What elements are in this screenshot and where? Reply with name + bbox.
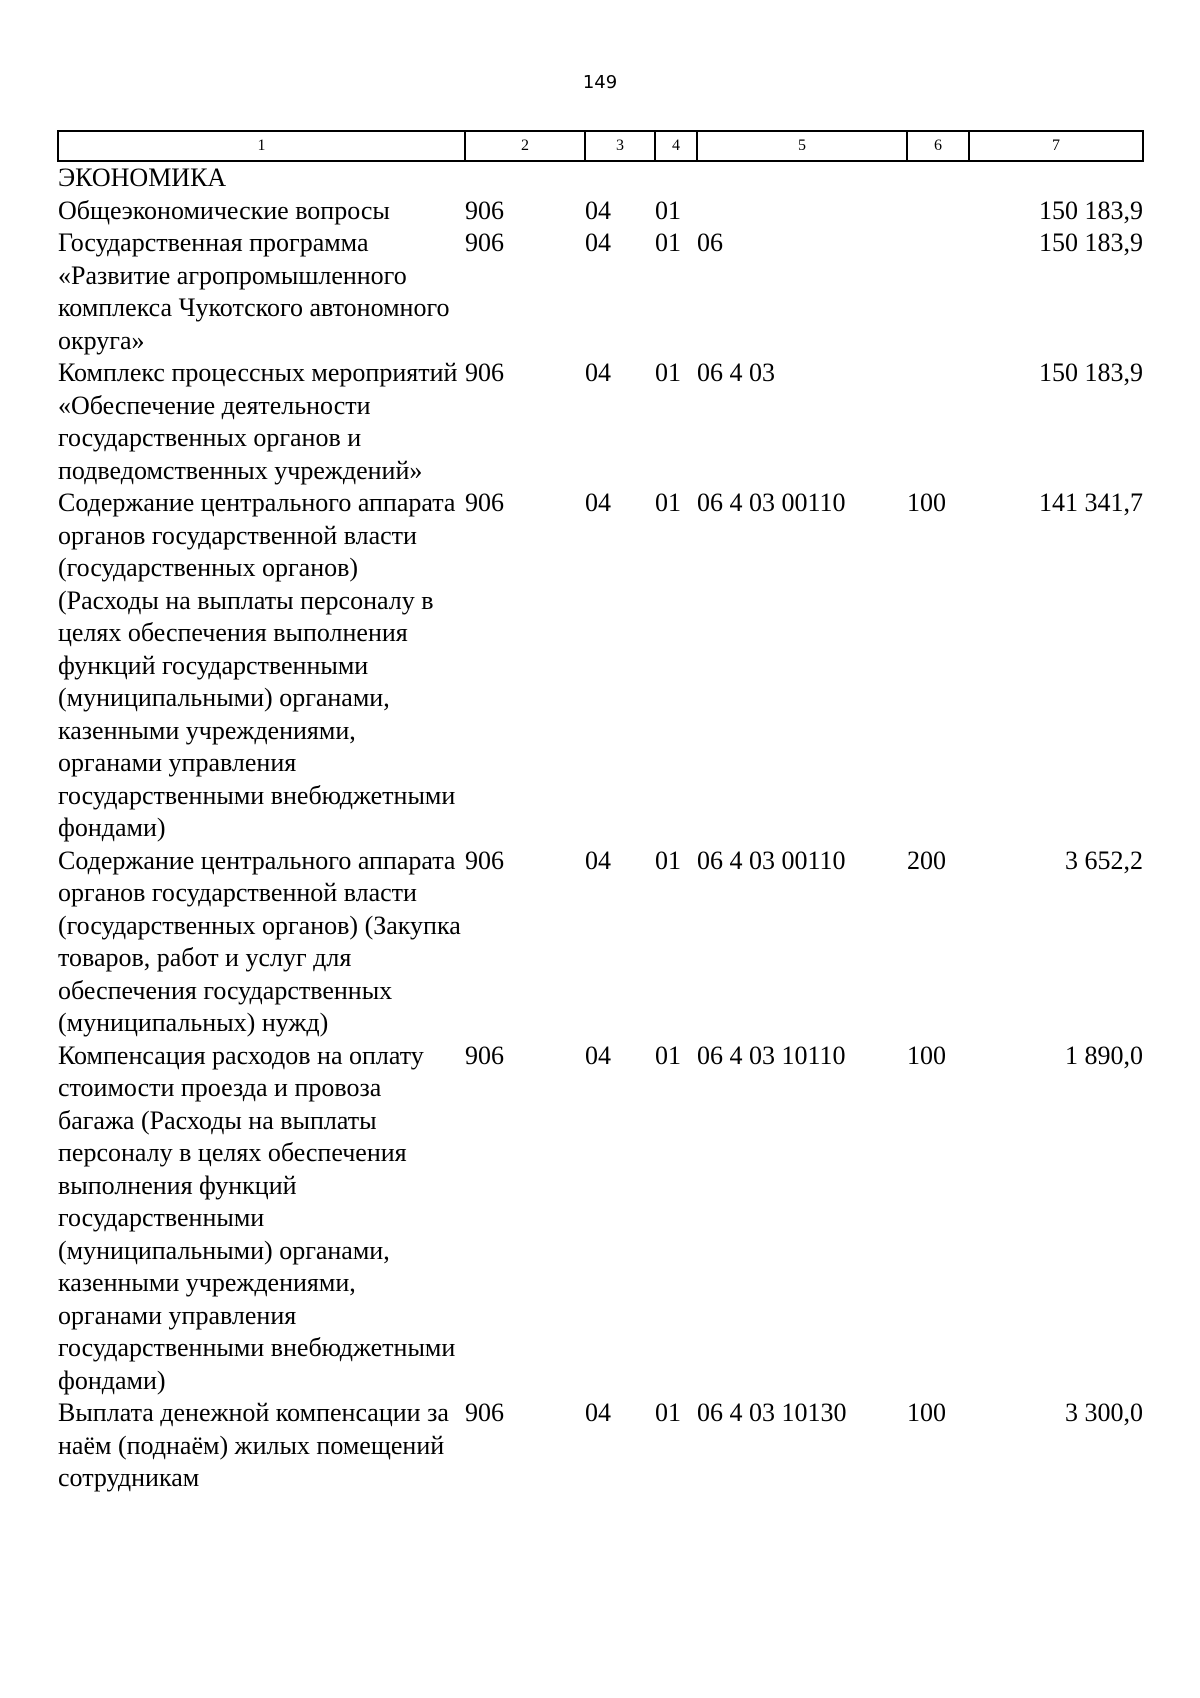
expense-type-code: 100 [907, 1398, 946, 1427]
subsection-code: 01 [655, 1398, 681, 1427]
table-row [58, 1397, 1143, 1495]
target-code: 06 4 03 10130 [697, 1398, 847, 1427]
ministry-code: 906 [465, 488, 504, 517]
section-code: 04 [585, 1398, 611, 1427]
subsection-code: 01 [655, 228, 681, 257]
amount: 3 652,2 [1065, 845, 1143, 875]
column-header: 4 [655, 131, 697, 161]
section-code: 04 [585, 195, 611, 225]
target-code [697, 195, 907, 228]
row-name: Комплекс процессных мероприятий «Обеспечение деятельности государственных органов и подведомственных учреждений» [58, 358, 458, 485]
row-name: Выплата денежной компенсации за наём (поднаём) жилых помещений сотрудникам [58, 1398, 449, 1492]
subsection-code: 01 [655, 1040, 681, 1070]
ministry-code: 906 [465, 1398, 504, 1427]
column-header: 6 [907, 131, 969, 161]
subsection-code: 01 [655, 358, 681, 387]
column-header-row [58, 131, 1143, 161]
amount: 150 183,9 [1039, 358, 1143, 387]
ministry-code: 906 [465, 845, 504, 875]
row-name: Содержание центрального аппарата органов государственной власти (государственных органов) (Закупка товаров, работ и услуг для обеспечения государственных (муниципальных) нужд) [58, 845, 461, 1037]
row-name: Компенсация расходов на оплату стоимости проезда и провоза багажа (Расходы на выплаты персоналу в целях обеспечения выполнения функций государственными (муниципальными) органами, казенными учреждениями, органами управления государственными внебюджетными фондами) [58, 1040, 456, 1395]
target-code: 06 4 03 10110 [697, 1040, 846, 1070]
amount: 1 890,0 [1065, 1040, 1143, 1070]
expense-type-code: 200 [907, 845, 946, 875]
subsection-code: 01 [655, 488, 681, 517]
ministry-code: 906 [465, 228, 504, 257]
expense-type-code [907, 227, 969, 357]
expense-type-code: 100 [907, 488, 946, 517]
section-code: 04 [585, 1040, 611, 1070]
column-header: 2 [465, 131, 585, 161]
amount: 3 300,0 [1065, 1398, 1143, 1427]
amount: 141 341,7 [1039, 488, 1143, 517]
target-code: 06 4 03 00110 [697, 845, 846, 875]
ministry-code: 906 [465, 195, 504, 225]
table-row [58, 1040, 1143, 1398]
target-code: 06 4 03 00110 [697, 488, 846, 517]
section-code: 04 [585, 228, 611, 257]
section-code: 04 [585, 845, 611, 875]
amount: 150 183,9 [1039, 228, 1143, 257]
expense-type-code: 100 [907, 1040, 946, 1070]
expense-type-code [907, 357, 969, 487]
row-name: Государственная программа «Развитие агропромышленного комплекса Чукотского автономного округа» [58, 228, 450, 355]
row-name: Общеэкономические вопросы [58, 195, 390, 225]
subsection-code: 01 [655, 195, 681, 225]
subsection-code: 01 [655, 845, 681, 875]
target-code: 06 [697, 228, 723, 257]
row-name: Содержание центрального аппарата органов государственной власти (государственных органов) (Расходы на выплаты персоналу в целях обеспечения выполнения функций государственными (муниципальными) органами, казенными учреждениями, органами управления государственными внебюджетными фондами) [58, 488, 456, 842]
column-header: 3 [585, 131, 655, 161]
ministry-code: 906 [465, 358, 504, 387]
target-code: 06 4 03 [697, 358, 775, 387]
section-code: 04 [585, 358, 611, 387]
section-title: ЭКОНОМИКА [58, 163, 227, 192]
table-row [58, 845, 1143, 1040]
section-title-row [58, 161, 1143, 195]
column-header: 1 [58, 131, 465, 161]
section-code: 04 [585, 488, 611, 517]
ministry-code: 906 [465, 1040, 504, 1070]
amount: 150 183,9 [1039, 195, 1143, 225]
table-row [58, 487, 1143, 845]
table-row [58, 195, 1143, 228]
table-row [58, 227, 1143, 357]
table-row [58, 357, 1143, 487]
column-header: 7 [969, 131, 1143, 161]
column-header: 5 [697, 131, 907, 161]
page-number: 149 [582, 72, 618, 93]
budget-table [57, 130, 1144, 1495]
expense-type-code [907, 195, 969, 228]
